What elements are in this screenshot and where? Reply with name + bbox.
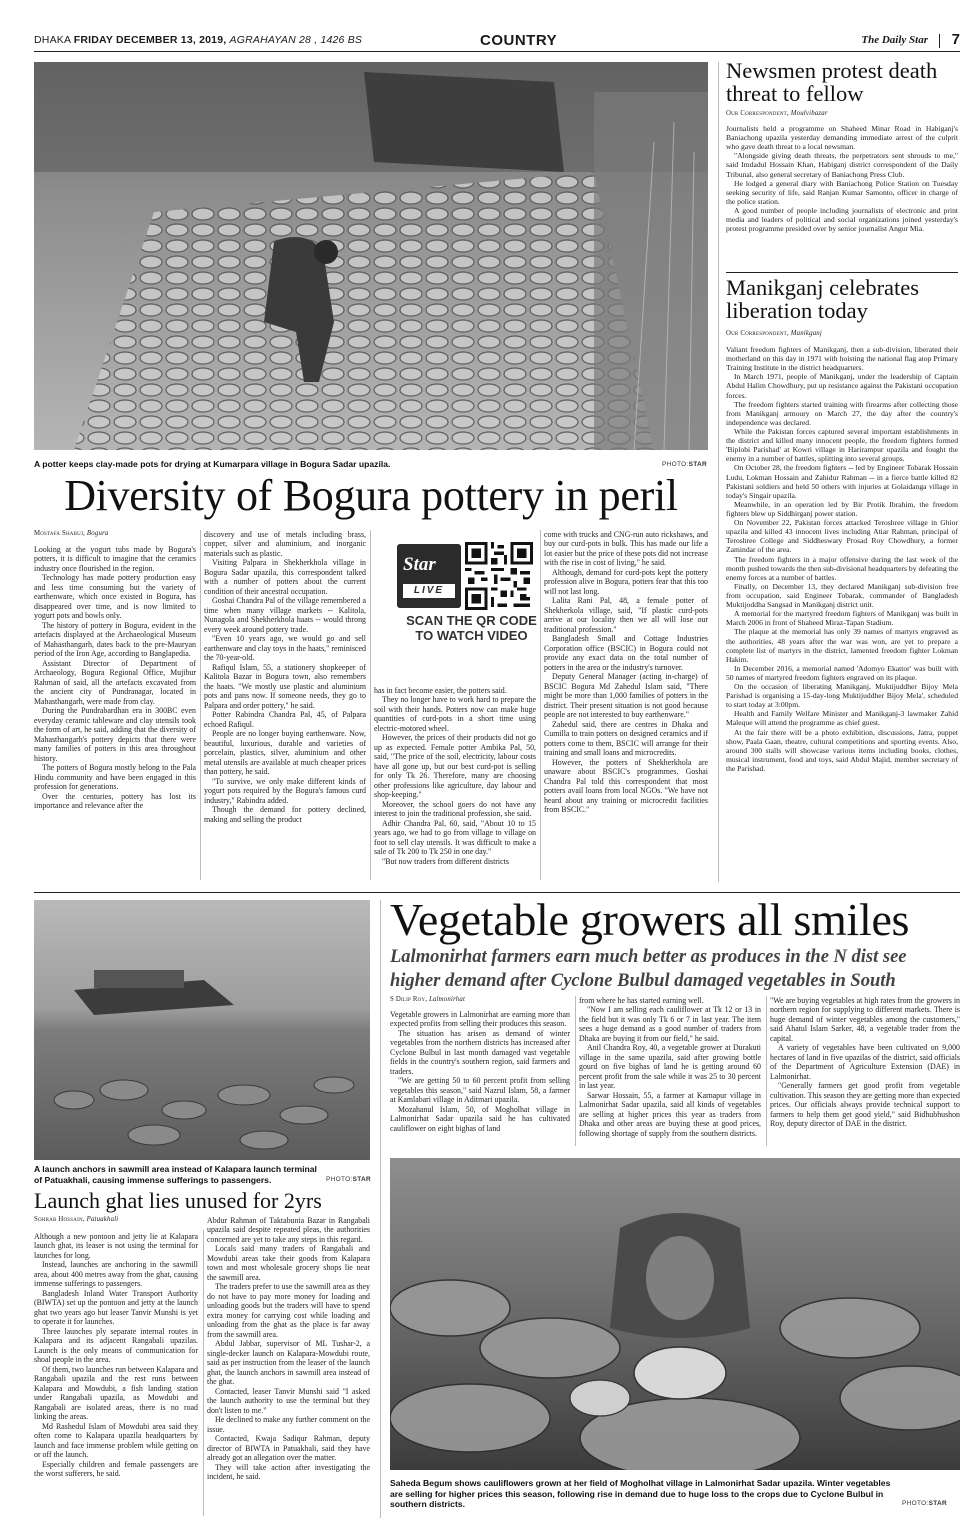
vegetable-col-1 (390, 1010, 570, 1150)
dateline-bangla-date: AGRAHAYAN 28 , 1426 BS (229, 34, 363, 46)
paragraph: On October 28, the freedom fighters -- led by Engineer Tobarak Hossain Ludu, Lokman Hossain and Zahidur Rahman -- in a fierce battle killed 82 Pakistani soldiers and held 50 others with injuries at Golaidanga village in today's Singair upazila. (726, 463, 958, 500)
byline-place: Patuakhali (86, 1216, 119, 1223)
paragraph: Technology has made pottery production easy and less time consuming but the variety of earthenware, which once existed in Bogura, has disappeared over time, and is now limited to yogurt pots and bowls only. (34, 573, 196, 621)
paragraph: The history of pottery in Bogura, evident in the artefacts displayed at the Archaeological Museum of Mahasthangarh, dates back to the pre-Mauryan period of the Iron Age, according to Banglapedia. (34, 620, 196, 659)
manikganj-body (726, 345, 958, 882)
byline-place: Moulvibazar (790, 110, 828, 117)
pottery-col-3 (374, 686, 536, 885)
newsmen-headline: Newsmen protest death threat to fellow (726, 58, 938, 106)
paragraph: Instead, launches are anchoring in the sawmill area, about 400 metres away from the ghat, causing immense sufferings to passengers. (34, 1260, 198, 1289)
paragraph: Over the centuries, pottery has lost its importance and relevance after the (34, 791, 196, 811)
paragraph: He lodged a general diary with Baniachong Police Station on Tuesday seeking security of life, said Ranjan Kumar Samonto, officer in charge of the police station. (726, 178, 958, 206)
vegetable-photo-credit (902, 1500, 947, 1507)
credit-source: STAR (688, 461, 708, 468)
paragraph: The potters of Bogura mostly belong to the Pala Hindu community and have been engaged in this profession for generations. (34, 763, 196, 792)
pottery-byline (34, 530, 109, 537)
vegetable-byline (390, 996, 465, 1003)
vegetable-col-3 (770, 996, 960, 1150)
paragraph: A good number of people including journalists of electronic and print media and leaders of political and social organizations joined yesterday's protest programme presided over by senior journalist Angur Mia. (726, 205, 958, 234)
paragraph: In March 1971, people of Manikganj, under the leadership of Captain Abdul Halim Chowdhury, put up resistance against the Pakistani occupation forces. (726, 372, 958, 400)
column-rule (203, 1230, 204, 1516)
vegetable-col-2 (579, 996, 761, 1150)
paragraph: The plaque at the memorial has only 39 names of martyrs engraved as the authorities, 48 years after the war was won, are yet to prepare a complete list of martyrs in the district, lamented freedom fighter Lokman Hakim. (726, 627, 958, 664)
paragraph: However, the prices of their products did not go up as expected. Female potter Ambika Pal, 50, said, "The price of the soil, electricity, labour costs have all gone up, but our best curd-pot is selling for only Tk 26. Therefore, many are choosing other professions like agriculture, day labour and shop-keeping." (374, 733, 536, 800)
cta-line-1: SCAN THE QR CODE (406, 613, 537, 628)
paragraph: Valiant freedom fighters of Manikganj, then a sub-division, liberated their motherland on this day in 1971 with hoisting the national flag atop Primary Training Institute in the district headquarters. (726, 345, 958, 373)
paragraph: Abdul Jabbar, supervisor of ML Tushar-2, a single-decker launch on Kalapara-Mowdubi route, said as per instruction from the leaser of the launch ghat, the launch anchors in sawmill area instead of the ghat. (207, 1339, 370, 1387)
credit-source: STAR (352, 1176, 372, 1183)
paragraph: Looking at the yogurt tubs made by Bogura's potters, it is difficult to imagine that the ceramics industry once flourished in the region. (34, 545, 196, 573)
paragraph: The freedom fighters in a major offensive during the last week of the month pushed towards the then sub-divisional headquarters by defeating the enemy forces at a number of battles. (726, 554, 958, 582)
paragraph: Assistant Director of Department of Archaeology, Bogura Regional Office, Mujibur Rahman of said, all the artefacts excavated from the ancient city of Pundranagar, located in Mahasthangarh, were made from clay. (34, 658, 196, 706)
byline-name: Our Correspondent, (726, 330, 789, 337)
paragraph: "Generally farmers get good profit from vegetable cultivation. This season they are getting more than expected prices. Our officials always provide technical support to farmers to help them get good yield," said Bidhubhushon Roy, deputy director of DAE in the district. (770, 1081, 960, 1129)
header-separator (939, 34, 940, 48)
qr-call-to-action (389, 614, 554, 644)
paragraph: They will take action after investigating the incident, he said. (207, 1462, 370, 1482)
launch-headline: Launch ghat lies unused for 2yrs (34, 1188, 322, 1213)
dateline (34, 34, 362, 46)
byline-place: Bogura (86, 530, 109, 537)
paragraph: On the occasion of liberating Manikganj, Muktijuddher Bijoy Mela Parishad is organising a 15-day-long Muktijuddher Bijoy Mela', scheduled to start today at 3:00pm. (726, 682, 958, 710)
newsmen-body (726, 124, 958, 264)
vegetable-headline: Vegetable growers all smiles (390, 894, 910, 945)
launch-col-2 (207, 1216, 370, 1518)
launch-photo (34, 900, 370, 1160)
pottery-headline: Diversity of Bogura pottery in peril (64, 471, 678, 520)
paragraph: Bangladesh Small and Cottage Industries Corporation office (BSCIC) in Bogura could not provide any exact data on the total number of potters in the area or the industry's turnover. (544, 634, 708, 672)
story-divider (726, 272, 958, 273)
paragraph: While the Pakistan forces captured several important establishments in the district and killed many innocent people, the freedom fighters formed 'Biplobi Parishad' at Kowri village in Harirampur upazila and fought the enemy in a number of battles, splitting into several groups. (726, 426, 958, 464)
launch-photo-caption: A launch anchors in sawmill area instead of Kalapara launch terminal of Patuakhali, causing immense sufferings to passengers. (34, 1164, 317, 1185)
credit-prefix: PHOTO: (326, 1176, 353, 1183)
manikganj-headline: Manikganj celebrates liberation today (726, 275, 920, 323)
pottery-col-4 (544, 530, 708, 885)
paragraph: On November 22, Pakistan forces attacked Teroshree village in Ghior upazila and killed 43 innocent lives including Atiar Rahman, principal of Teroshree College and Siddheswary Prosad Roy Chowdhury, a former Zamindar of the area. (726, 518, 958, 555)
paragraph: "Even 10 years ago, we would go and sell earthenware and clay toys in the haats," reminisced the 70-year-old. (204, 634, 366, 663)
byline-name: Our Correspondent, (726, 110, 789, 117)
paragraph: Though the demand for pottery declined, making and selling the product (204, 805, 366, 824)
column-rule (766, 996, 767, 1146)
paragraph: Mozahanul Islam, 50, of Mogholhat village in Lalmonirhat Sadar upazila said he has cultivated cauliflower on eight bighas of land (390, 1104, 570, 1133)
credit-prefix: PHOTO: (902, 1500, 929, 1507)
paragraph: Moreover, the school goers do not have any interest to join the traditional profession, she said. (374, 799, 536, 819)
paragraph: Contacted, Kwaja Sadiqur Rahman, deputy director of BIWTA in Patuakhali, said they have already got an allegation over the matter. (207, 1434, 370, 1463)
paragraph: Lalita Rani Pal, 48, a female potter of Shekherkola village, said, "If plastic curd-pots arrive at our locality then we all will lose our traditional profession." (544, 596, 708, 634)
paragraph: Three launches ply separate internal routes in Kalapara and its adjacent Rangabali upazilas. Launch is the only means of communication for shoal people in the area. (34, 1326, 198, 1365)
section-divider (34, 892, 960, 893)
paragraph: Zahedul said, there are centres in Dhaka and Cumilla to train potters on designed ceramics and if potters come to them, BSCIC will arrange for their training and small loans and microcredits. (544, 719, 708, 758)
paragraph: Abdur Rahman of Taktabunia Bazar in Rangabali upazila said despite repeated pleas, the authorities concerned are yet to take any steps in this regard. (207, 1216, 370, 1244)
paragraph: has in fact become easier, the potters said. (374, 686, 507, 695)
manikganj-byline (726, 330, 822, 337)
dateline-date: FRIDAY DECEMBER 13, 2019, (73, 34, 227, 46)
paragraph: Goshai Chandra Pal of the village remembered a time when many village markets -- Kalitola, Nunagola and Shekherkhola haats -- would throng every week around pottery trade. (204, 596, 366, 634)
vegetable-subhead: Lalmonirhat farmers earn much better as produces in the N dist see higher demand after Cyclone Bulbul damaged vegetables in South (390, 947, 907, 992)
paragraph: Locals said many traders of Rangabali and Mowdubi areas take their goods from Kalapara town and most wholesale grocery shops lie near the sawmill area. (207, 1244, 370, 1282)
paragraph: Health and Family Welfare Minister and Manikganj-3 lawmaker Zahid Maleque will attend the programme as chief guest. (726, 709, 958, 728)
star-live-logo-badge: LIVE (403, 584, 455, 598)
paragraph: "Now I am selling each cauliflower at Tk 12 or 13 in the field but it was only Tk 6 or 7 in last year. The item sees a huge demand as a good number of traders from Dhaka are buying it from our field," he said. (579, 1005, 761, 1043)
potter-photo-credit (662, 461, 707, 468)
pottery-col-2 (204, 530, 366, 885)
column-rule (380, 900, 381, 1518)
star-live-logo (397, 544, 461, 608)
paragraph: The situation has arisen as demand of winter vegetables from the northern districts has increased after Cyclone Bulbul in last month damaged vast vegetable fields in the country's southern region, said farmers and traders. (390, 1028, 570, 1076)
paragraph: come with trucks and CNG-run auto rickshaws, and buy our curd-pots in bulk. This has made our life a lot easier but the price of these pots did not increase with the rise in cost of living," he said. (544, 530, 708, 568)
credit-source: STAR (928, 1500, 948, 1507)
paragraph: Rafiqul Islam, 55, a stationery shopkeeper of Kalitola Bazar in Bogura town, also remembers the haats. "We mostly use plastic and aluminium pots and pans now. If someone needs, they go to Palpara and order pottery," he said. (204, 662, 366, 710)
potter-photo-caption: A potter keeps clay-made pots for drying at Kumarpara village in Bogura Sadar upazila. (34, 459, 391, 469)
paragraph: In December 2016, a memorial named 'Adomyo Ekattor' was built with 50 names of martyred freedom fighters engraved on its plaque. (726, 663, 958, 682)
paragraph: Journalists held a programme on Shaheed Minar Road in Habiganj's Baniachong upazila yesterday demanding immediate arrest of the culprit who gave death threat to a local newsman. (726, 124, 958, 152)
column-rule (370, 530, 371, 880)
paragraph: "We are buying vegetables at high rates from the growers in northern region for supplying to different markets. There is huge demand of winter vegetables among the customers," said Ahatul Islam Sarker, 48, a vegetable trader from the capital. (770, 996, 960, 1043)
paragraph: Md Rashedul Islam of Mowdubi area said they often come to Kalapara upazila headquarters by launch and face immense problem while getting on or off the launch. (34, 1421, 198, 1460)
column-rule (575, 996, 576, 1146)
paragraph: However, the potters of Shekherkhola are unaware about BSCIC's programmes. Goshai Chandra Pal told this correspondent that most potters avail loans from local NGOs. "We have not heard about any training or microcredit facilities from BSCIC." (544, 757, 708, 815)
dateline-city: DHAKA (34, 34, 71, 46)
paragraph: Contacted, leaser Tanvir Munshi said "I asked the launch authority to use the terminal but they don't listen to me." (207, 1386, 370, 1415)
byline-name: Sohrab Hossain, (34, 1216, 85, 1223)
paragraph: He declined to make any further comment on the issue. (207, 1415, 370, 1434)
paragraph: Although a new pontoon and jetty lie at Kalapara launch ghat, its leaser is not using the terminal for launches for long. (34, 1232, 198, 1260)
paragraph: Potter Rabindra Chandra Pal, 45, of Palpara echoed Rafiqul. (204, 710, 366, 729)
potter-photo (34, 62, 708, 450)
paragraph: At the fair there will be a photo exhibition, discussions, Jatra, puppet show, Paala Gaan, theatre, cultural competitions and sporting events. Also, around 300 stalls will showcase various items including books, clothes, musical instrument, food and toys, said Abdul Majid, member secretary of the Parishad. (726, 727, 958, 774)
paragraph: Bangladesh Inland Water Transport Authority (BIWTA) set up the pontoon and jetty at the launch ghat two years ago but leaser Tanvir Munshi is yet to operate it for launches. (34, 1288, 198, 1327)
paragraph: Adhir Chandra Pal, 60, said, "About 10 to 15 years ago, we had to go from village to village on foot to sell clay utensils. It was difficult to make a sale of Tk 200 to Tk 250 in one day." (374, 818, 536, 857)
launch-photo-credit (326, 1176, 371, 1183)
paragraph: Meanwhile, in an operation led by Bir Protik Ibrahim, the freedom fighters blew up Siddhirganj power station. (726, 499, 958, 518)
launch-col-1 (34, 1232, 198, 1518)
star-live-logo-text: Star (403, 554, 436, 575)
paragraph: Especially children and female passengers are the worst sufferers, he said. (34, 1459, 198, 1479)
section-title: COUNTRY (480, 32, 558, 49)
column-rule (540, 530, 541, 880)
column-rule (718, 62, 719, 882)
paragraph: Deputy General Manager (acting in-charge) of BSCIC Bogura Md Zahedul Islam said, "There might be more than 1,000 families of potters in the district. Their present situation is not good because people are not interested to buy earthenware." (544, 672, 708, 720)
paragraph: A variety of vegetables have been cultivated on 9,000 hectares of land in five upazilas of the district, said officials of the Department of Agriculture Extension (DAE) in Lalmonirhat. (770, 1043, 960, 1081)
vegetable-photo-caption: Saheda Begum shows cauliflowers grown at her field of Mogholhat village in Lalmonirhat Sadar upazila. Winter vegetables are selling for higher prices this season, following rise in demand due to huge loss to the crops due to Cyclone Bulbul in southern districts. (390, 1478, 891, 1510)
paragraph: Of them, two launches run between Kalapara and Rangabali upazila and the rest runs between Kalapara and Mowdubi, a fish landing station under Rangabali upazila, as Mowdubi and Rangabali are isolated areas, there is no road linking the areas. (34, 1364, 198, 1422)
paragraph: from where he has started earning well. (579, 996, 704, 1005)
paragraph: "We are getting 50 to 60 percent profit from selling vegetables this season," said Nazrul Islam, 58, a farmer at Kamlabari village in Aditmari upazila. (390, 1076, 570, 1105)
paragraph: Vegetable growers in Lalmonirhat are earning more than expected profits from selling their produces this season. (390, 1010, 570, 1029)
page-number: 7 (951, 31, 960, 48)
paragraph: The freedom fighters started training with firearms after collecting those from Manikganj armoury on March 27, the day after the country's independence was declared. (726, 399, 958, 427)
column-rule (200, 530, 201, 880)
paragraph: "To survive, we only make different kinds of yogurt pots required by the Bogura's famous curd industry," Rabindra added. (204, 776, 366, 805)
byline-name: S Dilip Roy, (390, 996, 428, 1003)
paragraph: Although, demand for curd-pots kept the pottery profession alive in Bogura, potters fear that this too will not last long. (544, 567, 708, 596)
paragraph: Visiting Palpara in Shekherkhola village in Bogura Sadar upazila, this correspondent talked with a number of potters about the current condition of their ancestral occupation. (204, 558, 366, 596)
byline-place: Lalmonirhat (429, 996, 466, 1003)
paragraph: They no longer have to work hard to prepare the soil with their hands. Potters now can make huge quantities of curd-pots in a short time using electric-motored wheel. (374, 695, 536, 733)
byline-place: Manikganj (790, 330, 822, 337)
paragraph: "But now traders from different districts (382, 856, 509, 866)
credit-prefix: PHOTO: (662, 461, 689, 468)
launch-byline (34, 1216, 118, 1223)
paragraph: A memorial for the martyred freedom fighters of Manikganj was built in March 2006 in front of Shaheed Miraz-Tapan Stadium. (726, 609, 958, 628)
brand-logo: The Daily Star (861, 34, 928, 46)
paragraph: During the Pundrabardhan era in 300BC even everyday ceramic tableware and clay utensils took the form of art, he said, adding that the diversity of Mahasthangarh's pottery depicts that there were many families of potters in this area throughout history. (34, 706, 196, 763)
paragraph: Sarwar Hossain, 55, a farmer at Karnapur village in Lalmonirhat Sadar upazila, said all kinds of vegetables are selling at higher prices this year as traders from Dhaka and other areas are buying these at good prices, following shortage of supply from the southern districts. (579, 1090, 761, 1138)
paragraph: "Alongside giving death threats, the perpetrators sent shrouds to me," said Imdadul Hossain Khan, Habiganj district correspondent of the Daily Tribunal, also general secretary of Baniachong Press Club. (726, 151, 958, 179)
byline-name: Mostafa Shabuj, (34, 530, 86, 537)
paragraph: Finally, on December 13, they declared Manikganj sub-division free from occupation, said Engineer Tobarak, commander of Bangladesh Muktijoddha Sangsad in Manikganj district unit. (726, 581, 958, 610)
paragraph: discovery and use of metals including brass, copper, silver and aluminium, and inorganic materials such as plastic. (204, 530, 366, 558)
cta-line-2: TO WATCH VIDEO (415, 627, 528, 643)
paragraph: The traders prefer to use the sawmill area as they do not have to pay more money for loading and unloading goods but the traders will have to spend extra money for carrying cost while loading and unloading from the ghat as the place is far away from the sawmill area. (207, 1282, 370, 1339)
star-live-box (389, 536, 554, 662)
paragraph: Anil Chandra Roy, 40, a vegetable grower at Durakuti village in the same upazila, said after growing bottle gourd on five bighas of land he is getting around 60 percent profit from the sale while it was 25 to 30 percent in last year. (579, 1043, 761, 1091)
paragraph: People are no longer buying earthenware. Now, beautiful, luxurious, durable and varieties of porcelain, plastics, silver, aluminium and other metal utensils are available at much cheaper prices than pottery, he said. (204, 729, 366, 777)
page-header (34, 32, 960, 52)
vegetable-photo (390, 1158, 960, 1470)
newsmen-byline (726, 110, 828, 117)
qr-code[interactable] (465, 542, 533, 610)
pottery-col-1 (34, 545, 196, 885)
